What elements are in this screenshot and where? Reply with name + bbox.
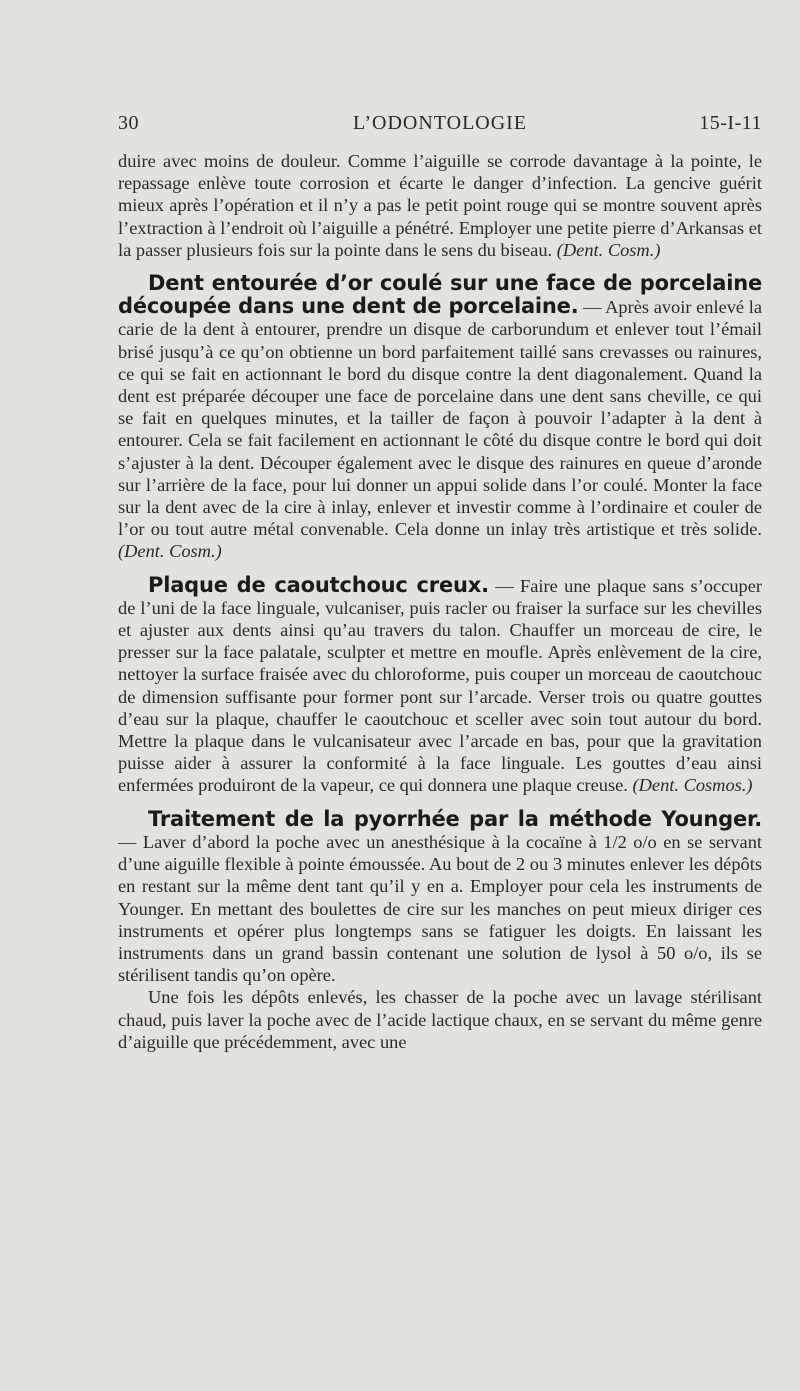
section-heading: Traitement de la pyorrhée par la méthode Younger.: [148, 806, 762, 831]
page-number: 30: [118, 112, 139, 134]
section-rubber-plate: [118, 574, 762, 797]
section-heading: Plaque de caoutchouc creux.: [148, 572, 489, 597]
intro-citation: (Dent. Cosm.): [556, 239, 661, 260]
section-citation: (Dent. Cosm.): [118, 541, 222, 562]
section-citation: (Dent. Cosmos.): [632, 775, 753, 796]
section-pyorrhea-continuation: Une fois les dépôts enlevés, les chasser de la poche avec un lavage stérilisant chaud, puis laver la poche avec de l’acide lactique chaux, en se servant du même genre d’aiguille que précédemment, avec une: [118, 987, 762, 1052]
section-pyorrhea: [118, 808, 762, 987]
issue-date: 15-I-11: [699, 112, 762, 134]
intro-text: duire avec moins de douleur. Comme l’aiguille se corrode davantage à la pointe, le repassage enlève toute corrosion et écarte le danger d’infection. La gencive guérit mieux après l’opération et il n’y a pas le petit point rouge qui se montre souvent après l’extraction à l’endroit où l’aiguille a pénétré. Employer une petite pierre d’Arkansas et la passer plusieurs fois sur la pointe dans le sens du biseau.: [118, 151, 762, 260]
section-text: — Laver d’abord la poche avec un anesthésique à la cocaïne à 1/2 o/o en se servant d’une aiguille flexible à pointe émoussée. Au bout de 2 ou 3 minutes enlever les dépôts en restant sur la même dent tant qu’il y en a. Employer pour cela les instruments de Younger. En mettant des boulettes de cire sur les manches on peut mieux diriger ces instruments et opérer plus longtemps sans se fatiguer les doigts. En laissant les instruments dans un grand bassin contenant une solution de lysol à 50 o/o, ils se stérilisent tandis qu’on opère.: [118, 831, 762, 986]
journal-title: L’ODONTOLOGIE: [352, 112, 528, 134]
running-header: [118, 112, 762, 142]
section-heading: Dent entourée d’or coulé sur une face de porcelaine découpée dans une dent de porcelaine.: [118, 271, 762, 319]
article-body: [118, 150, 762, 1053]
section-text: — Faire une plaque sans s’occuper de l’uni de la face linguale, vulcaniser, puis racler ou fraiser la surface sur les chevilles et ajuster aux dents ainsi qu’au travers du talon. Chauffer un morceau de cire, le presser sur la face palatale, sculpter et mettre en moufle. Après enlèvement de la cire, nettoyer la surface fraisée avec du chloroforme, puis couper un morceau de caoutchouc de dimension suffisante pour former pont sur l’arcade. Verser trois ou quatre gouttes d’eau sur la plaque, chauffer le caoutchouc et sceller avec soin tout autour du bord. Mettre la plaque dans le vulcanisateur avec l’arcade en bas, pour que la gravitation puisse aider à assurer la conformité à la face linguale. Les gouttes d’eau ainsi enfermées produiront de la vapeur, ce qui donnera une plaque creuse.: [118, 575, 762, 796]
intro-paragraph: [118, 150, 762, 261]
section-text: — Après avoir enlevé la carie de la dent à entourer, prendre un disque de carborundum et enlever tout l’émail brisé jusqu’à ce qu’on obtienne un bord parfaitement taillé sans crevasses ou rainures, ce qui se fait en actionnant le bord du disque contre la dent diagonalement. Quand la dent est préparée découper une face de porcelaine dans une dent sans cheville, ce qui se fait en quelques minutes, et la tailler de façon à pouvoir l’adapter à la dent à entourer. Cela se fait facilement en actionnant le côté du disque contre le bord qui doit s’ajuster à la dent. Découper également avec le disque des rainures en queue d’aronde sur l’arrière de la face, pour lui donner un appui solide dans l’or coulé. Monter la face sur la dent avec de la cire à inlay, enlever et investir comme à l’ordinaire et couler de l’or ou tout autre métal convenable. Cela donne un inlay très artistique et très solide.: [118, 297, 762, 540]
section-gold-crown: [118, 272, 762, 563]
